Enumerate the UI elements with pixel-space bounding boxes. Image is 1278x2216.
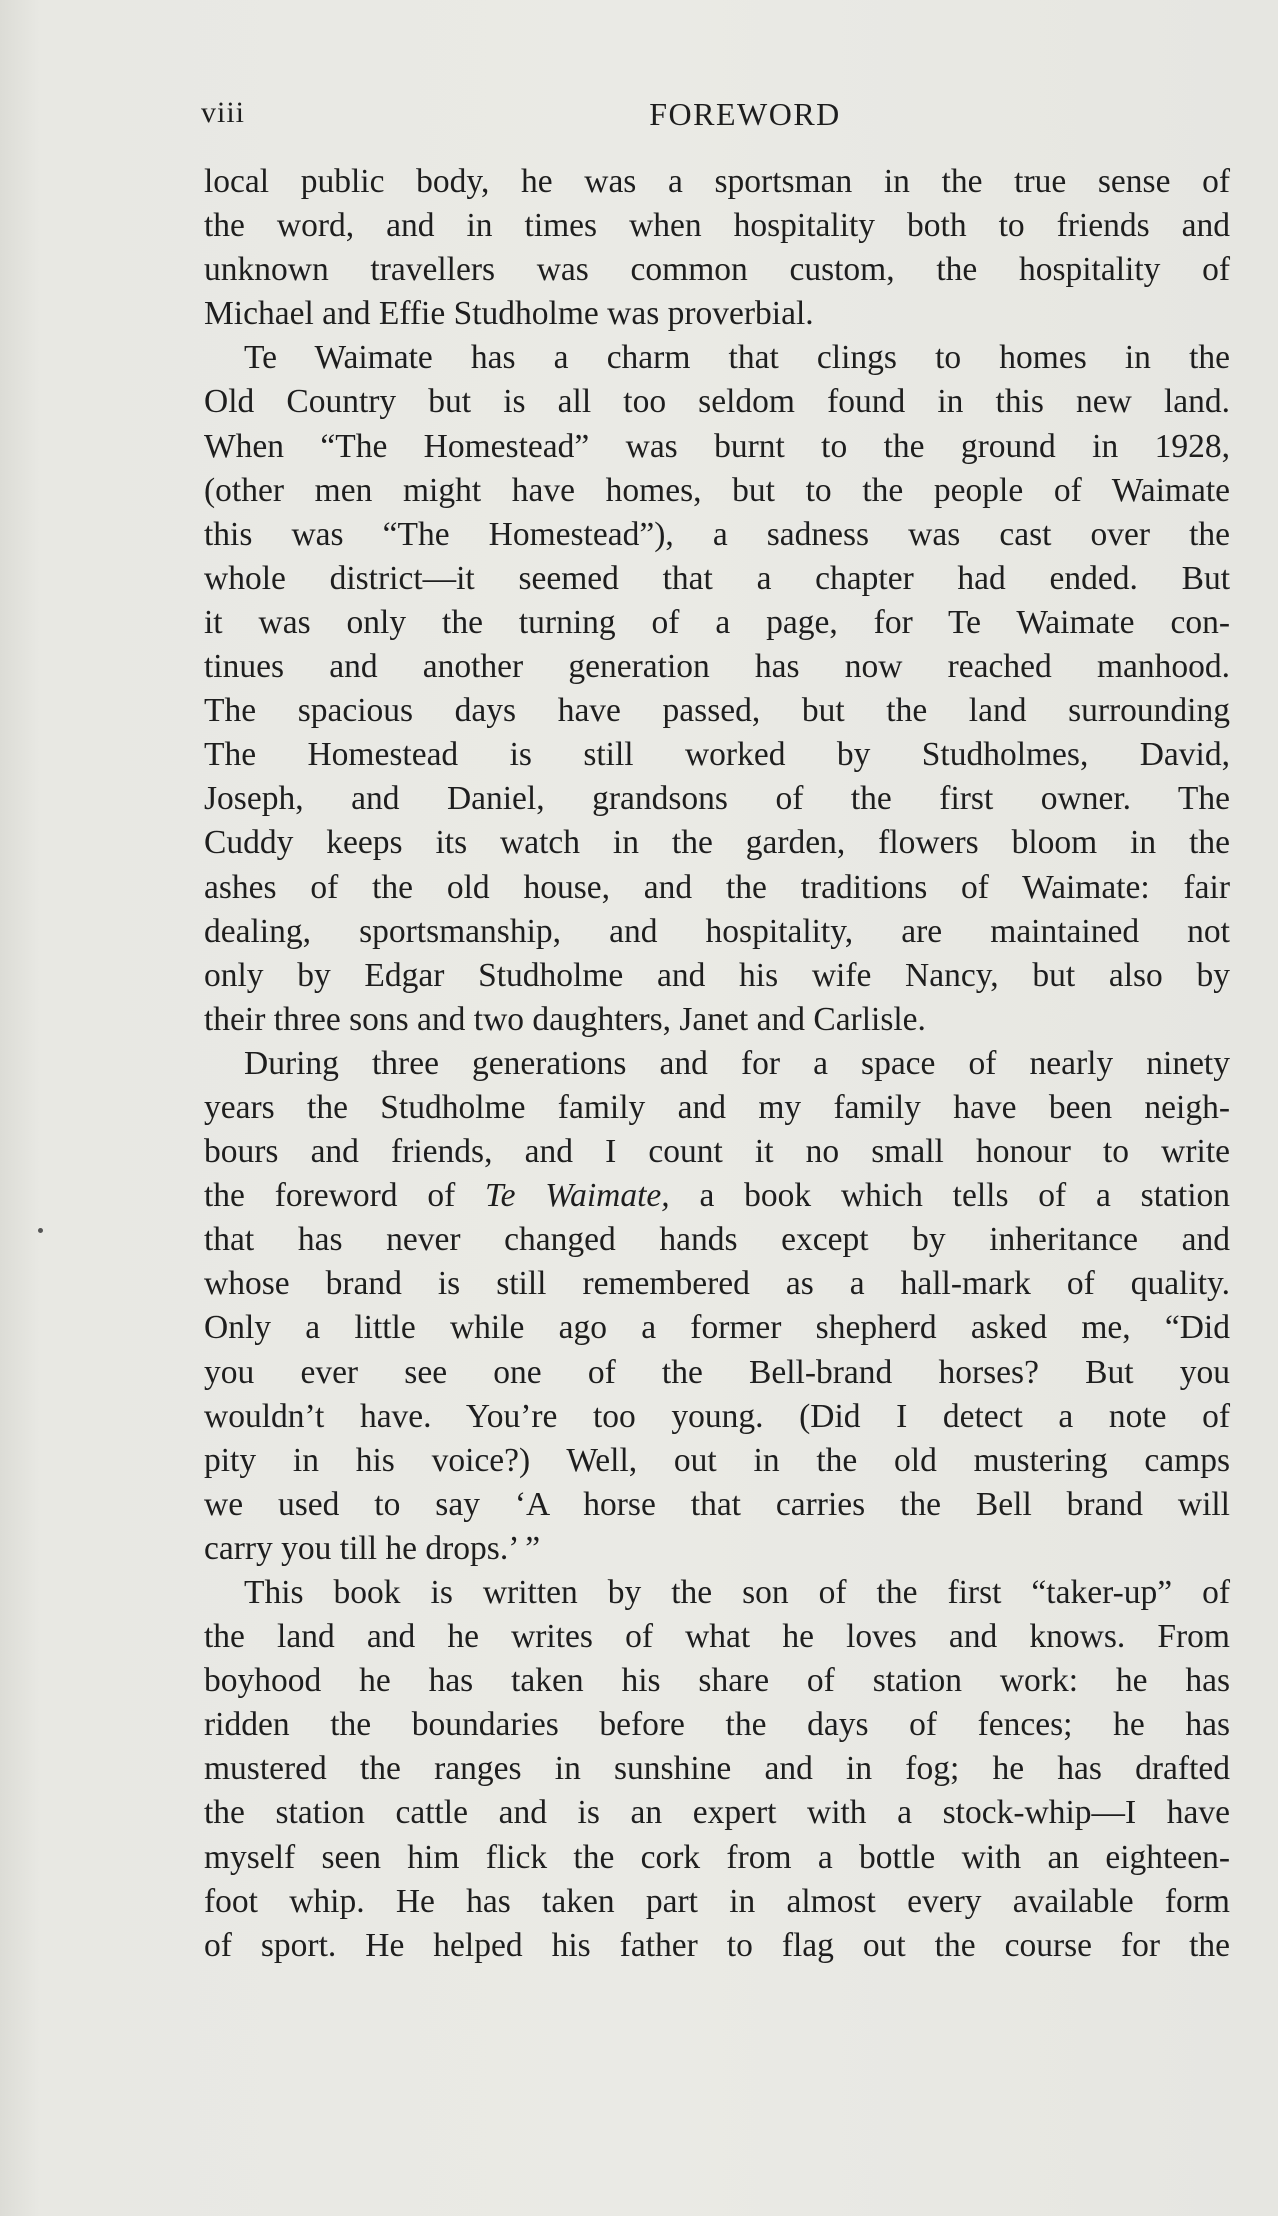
text-line: carry you till he drops.’ ”: [204, 1529, 541, 1567]
text-line: Cuddy keeps its watch in the garden, flowers bloom in the: [204, 824, 1230, 862]
book-title-italic: Te Waimate,: [485, 1177, 670, 1215]
text-line: boyhood he has taken his share of station work: he has: [204, 1662, 1230, 1700]
text-line: the word, and in times when hospitality both to friends and: [204, 207, 1230, 245]
text-line: wouldn’t have. You’re too young. (Did I detect a note of: [204, 1397, 1230, 1435]
text-line: the land and he writes of what he loves and knows. From: [204, 1618, 1230, 1656]
text-line: Joseph, and Daniel, grandsons of the first owner. The: [204, 780, 1230, 818]
text-line: ridden the boundaries before the days of fences; he has: [204, 1706, 1230, 1744]
text-line: whole district—it seemed that a chapter had ended. But: [204, 559, 1230, 597]
text-line: Te Waimate has a charm that clings to homes in the: [244, 339, 1230, 377]
page-number: viii: [201, 96, 246, 129]
text-line: whose brand is still remembered as a hall-mark of quality.: [204, 1265, 1230, 1303]
text-line: mustered the ranges in sunshine and in fog; he has drafted: [204, 1750, 1230, 1788]
text-line: Only a little while ago a former shepherd asked me, “Did: [204, 1309, 1230, 1347]
text-line: The spacious days have passed, but the land surrounding: [204, 692, 1230, 730]
text-line: it was only the turning of a page, for Te Waimate con-: [204, 603, 1230, 641]
text-line: foot whip. He has taken part in almost every available form: [204, 1882, 1230, 1920]
text-line: [204, 1174, 1230, 1218]
text-line: Old Country but is all too seldom found in this new land.: [204, 383, 1230, 421]
text-line: their three sons and two daughters, Janet and Carlisle.: [204, 1000, 926, 1038]
text-line: During three generations and for a space of nearly ninety: [244, 1044, 1230, 1082]
text-line: ashes of the old house, and the traditions of Waimate: fair: [204, 868, 1230, 906]
text-line: The Homestead is still worked by Studholmes, David,: [204, 736, 1230, 774]
text-line: bours and friends, and I count it no small honour to write: [204, 1133, 1230, 1171]
text-line: This book is written by the son of the first “taker-up” of: [244, 1574, 1230, 1611]
text-line: unknown travellers was common custom, the hospitality of: [204, 251, 1230, 289]
text-line: the station cattle and is an expert with a stock-whip—I have: [204, 1794, 1230, 1832]
text-line: we used to say ‘A horse that carries the Bell brand will: [204, 1485, 1230, 1523]
text-line: years the Studholme family and my family have been neigh-: [204, 1088, 1230, 1126]
text-line: pity in his voice?) Well, out in the old mustering camps: [204, 1441, 1230, 1479]
page-header: [201, 96, 1229, 136]
text-line: this was “The Homestead”), a sadness was cast over the: [204, 515, 1230, 553]
text-line: that has never changed hands except by inheritance and: [204, 1221, 1230, 1259]
text-line-segment: a book which tells of a station: [699, 1177, 1231, 1215]
text-line: Michael and Effie Studholme was proverbial.: [204, 295, 814, 333]
paper-speck: [38, 1228, 43, 1233]
running-head: FOREWORD: [649, 96, 841, 132]
text-line: (other men might have homes, but to the people of Waimate: [204, 471, 1230, 509]
text-line: When “The Homestead” was burnt to the ground in 1928,: [204, 427, 1230, 465]
text-line: you ever see one of the Bell-brand horses? But you: [204, 1353, 1230, 1391]
text-line: local public body, he was a sportsman in the true sense of: [204, 163, 1230, 200]
text-line: tinues and another generation has now reached manhood.: [204, 648, 1230, 686]
body-text: [204, 160, 1230, 1968]
text-line: myself seen him flick the cork from a bottle with an eighteen-: [204, 1838, 1230, 1876]
text-line-segment: the foreword of: [204, 1177, 456, 1215]
text-line: only by Edgar Studholme and his wife Nancy, but also by: [204, 956, 1230, 994]
text-line: dealing, sportsmanship, and hospitality, are maintained not: [204, 912, 1230, 950]
text-line: of sport. He helped his father to flag out the course for the: [204, 1926, 1230, 1964]
